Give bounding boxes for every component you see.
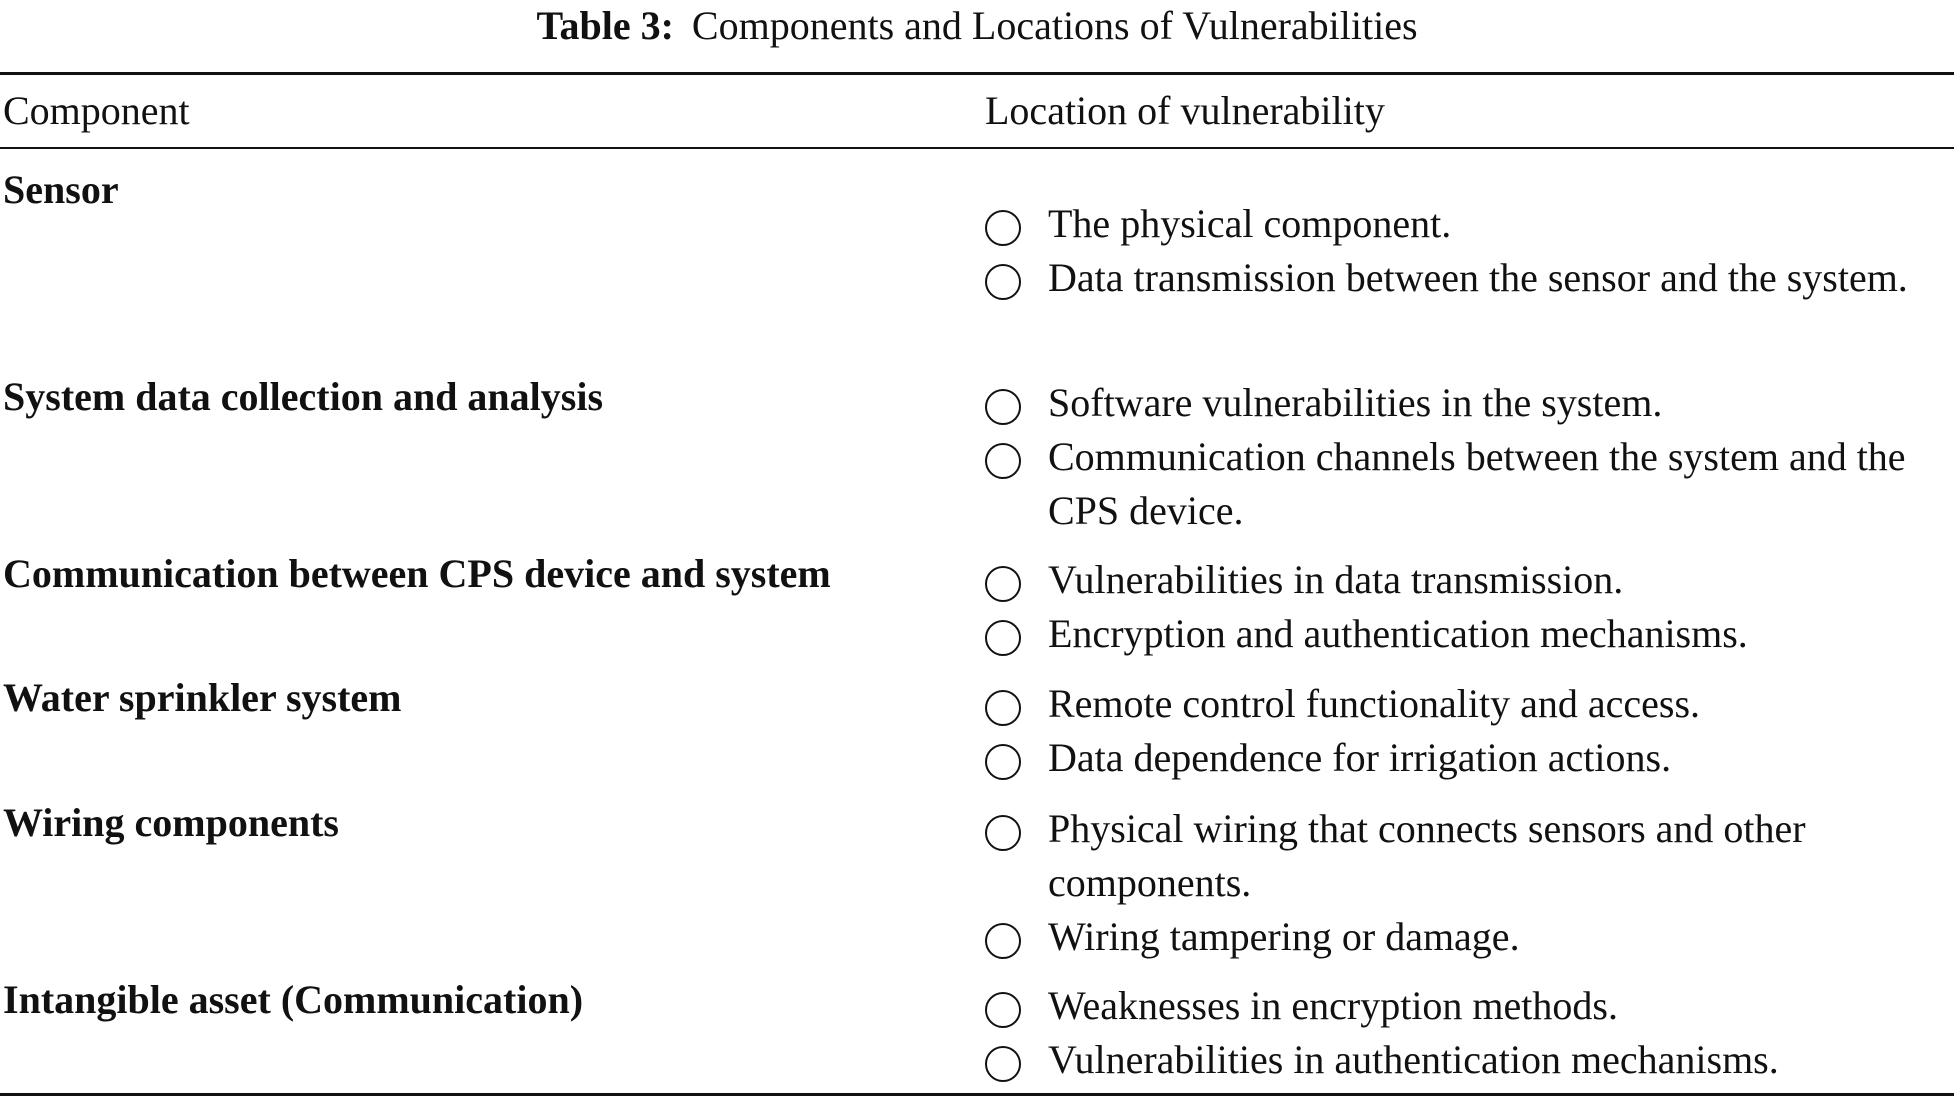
location-item-text: Wiring tampering or damage. (1048, 914, 1520, 959)
component-cell: Water sprinkler system (3, 675, 402, 720)
circle-bullet-icon (985, 443, 1021, 479)
location-item (985, 251, 1950, 305)
circle-bullet-icon (985, 210, 1021, 246)
top-rule (0, 72, 1954, 75)
circle-bullet-icon (985, 744, 1021, 780)
location-item-text: Physical wiring that connects sensors and other components. (1048, 806, 1806, 905)
table-caption-label: Table 3: (536, 3, 674, 48)
component-cell: Intangible asset (Communication) (3, 977, 584, 1022)
location-list (985, 677, 1950, 785)
circle-bullet-icon (985, 566, 1021, 602)
circle-bullet-icon (985, 923, 1021, 959)
location-list (985, 979, 1950, 1087)
component-cell: Communication between CPS device and system (3, 551, 831, 596)
location-list (985, 553, 1950, 661)
location-item (985, 979, 1950, 1033)
location-item-text: Data dependence for irrigation actions. (1048, 735, 1672, 780)
component-cell: Wiring components (3, 800, 339, 845)
location-item-text: The physical component. (1048, 201, 1452, 246)
circle-bullet-icon (985, 815, 1021, 851)
location-item-text: Data transmission between the sensor and the system. (1048, 255, 1908, 300)
location-item (985, 910, 1950, 964)
location-item-text: Communication channels between the system and the CPS device. (1048, 434, 1906, 533)
location-item (985, 731, 1950, 785)
location-item (985, 677, 1950, 731)
component-cell: Sensor (3, 167, 119, 212)
location-item (985, 1033, 1950, 1087)
table-caption-text: Components and Locations of Vulnerabilities (691, 3, 1418, 48)
circle-bullet-icon (985, 690, 1021, 726)
location-item (985, 376, 1950, 430)
circle-bullet-icon (985, 389, 1021, 425)
column-header-component: Component (3, 88, 190, 133)
location-item-text: Weaknesses in encryption methods. (1048, 983, 1618, 1028)
location-item-text: Encryption and authentication mechanisms. (1048, 611, 1748, 656)
circle-bullet-icon (985, 1046, 1021, 1082)
location-item-text: Software vulnerabilities in the system. (1048, 380, 1663, 425)
location-item-text: Vulnerabilities in authentication mechanisms. (1048, 1037, 1779, 1082)
bottom-rule (0, 1093, 1954, 1096)
location-list (985, 376, 1950, 538)
location-item (985, 553, 1950, 607)
location-list (985, 197, 1950, 305)
circle-bullet-icon (985, 264, 1021, 300)
location-item-text: Remote control functionality and access. (1048, 681, 1701, 726)
location-item (985, 197, 1950, 251)
location-item (985, 430, 1950, 538)
column-header-location: Location of vulnerability (985, 88, 1385, 133)
circle-bullet-icon (985, 620, 1021, 656)
location-list (985, 802, 1950, 964)
circle-bullet-icon (985, 992, 1021, 1028)
header-rule (0, 147, 1954, 149)
location-item (985, 607, 1950, 661)
table-caption (0, 4, 1954, 48)
location-item-text: Vulnerabilities in data transmission. (1048, 557, 1624, 602)
component-cell: System data collection and analysis (3, 374, 604, 419)
location-item (985, 802, 1950, 910)
